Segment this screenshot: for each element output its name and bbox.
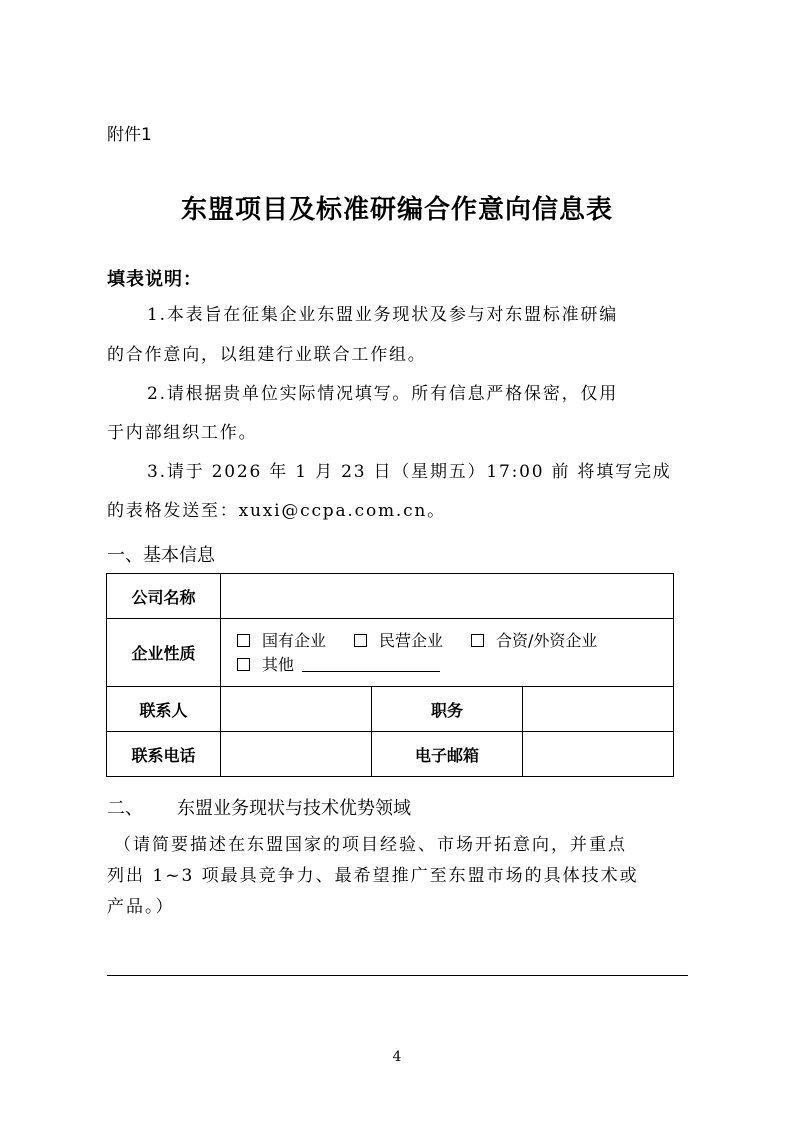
table-row — [107, 687, 674, 732]
section-2-number: 二、 — [107, 798, 143, 819]
nature-option-other[interactable]: 其他 — [237, 653, 440, 677]
basic-info-table — [106, 573, 674, 777]
checkbox-icon[interactable] — [471, 634, 484, 647]
horizontal-rule — [107, 975, 688, 976]
instruction-1-line-2: 的合作意向，以组建行业联合工作组。 — [107, 345, 427, 365]
page-number: 4 — [392, 1049, 402, 1065]
instruction-1-line-1: 1.本表旨在征集企业东盟业务现状及参与对东盟标准研编 — [147, 305, 619, 325]
position-label: 职务 — [372, 687, 523, 732]
email-field[interactable] — [523, 732, 674, 777]
document-title: 东盟项目及标准研编合作意向信息表 — [180, 195, 613, 225]
section-2-note-line-3: 产品。） — [107, 897, 175, 917]
company-name-label: 公司名称 — [107, 574, 221, 619]
table-row — [107, 732, 674, 777]
instruction-2-line-1: 2.请根据贵单位实际情况填写。所有信息严格保密，仅用 — [147, 384, 619, 404]
section-2-note-line-2: 列出 1~3 项最具竞争力、最希望推广至东盟市场的具体技术或 — [107, 866, 639, 886]
nature-option-private[interactable]: 民营企业 — [354, 629, 443, 653]
section-2-note-line-1: （请简要描述在东盟国家的项目经验、市场开拓意向，并重点 — [114, 835, 627, 855]
phone-label: 联系电话 — [107, 732, 221, 777]
nature-label: 企业性质 — [107, 619, 221, 687]
email-label: 电子邮箱 — [372, 732, 523, 777]
checkbox-icon[interactable] — [237, 634, 250, 647]
checkbox-icon[interactable] — [354, 634, 367, 647]
other-blank-field[interactable] — [302, 657, 440, 672]
nature-option-joint-foreign[interactable]: 合资/外资企业 — [471, 629, 597, 653]
table-row — [107, 574, 674, 619]
section-2-title: 东盟业务现状与技术优势领域 — [177, 798, 411, 819]
instruction-3-line-1: 3.请于 2026 年 1 月 23 日（星期五）17:00 前 将填写完成 — [147, 462, 672, 482]
checkbox-icon[interactable] — [237, 658, 250, 671]
nature-options — [221, 619, 674, 687]
phone-field[interactable] — [221, 732, 372, 777]
nature-option-state-owned[interactable]: 国有企业 — [237, 629, 326, 653]
instruction-2-line-2: 于内部组织工作。 — [107, 423, 258, 443]
table-row — [107, 619, 674, 687]
section-2-heading — [107, 794, 411, 820]
contact-field[interactable] — [221, 687, 372, 732]
attachment-label: 附件1 — [107, 125, 152, 145]
instruction-3-line-2: 的表格发送至：xuxi@ccpa.com.cn。 — [107, 501, 446, 521]
contact-label: 联系人 — [107, 687, 221, 732]
instructions-heading: 填表说明： — [107, 269, 202, 290]
company-name-field[interactable] — [221, 574, 674, 619]
section-1-heading: 一、基本信息 — [107, 545, 215, 566]
position-field[interactable] — [523, 687, 674, 732]
